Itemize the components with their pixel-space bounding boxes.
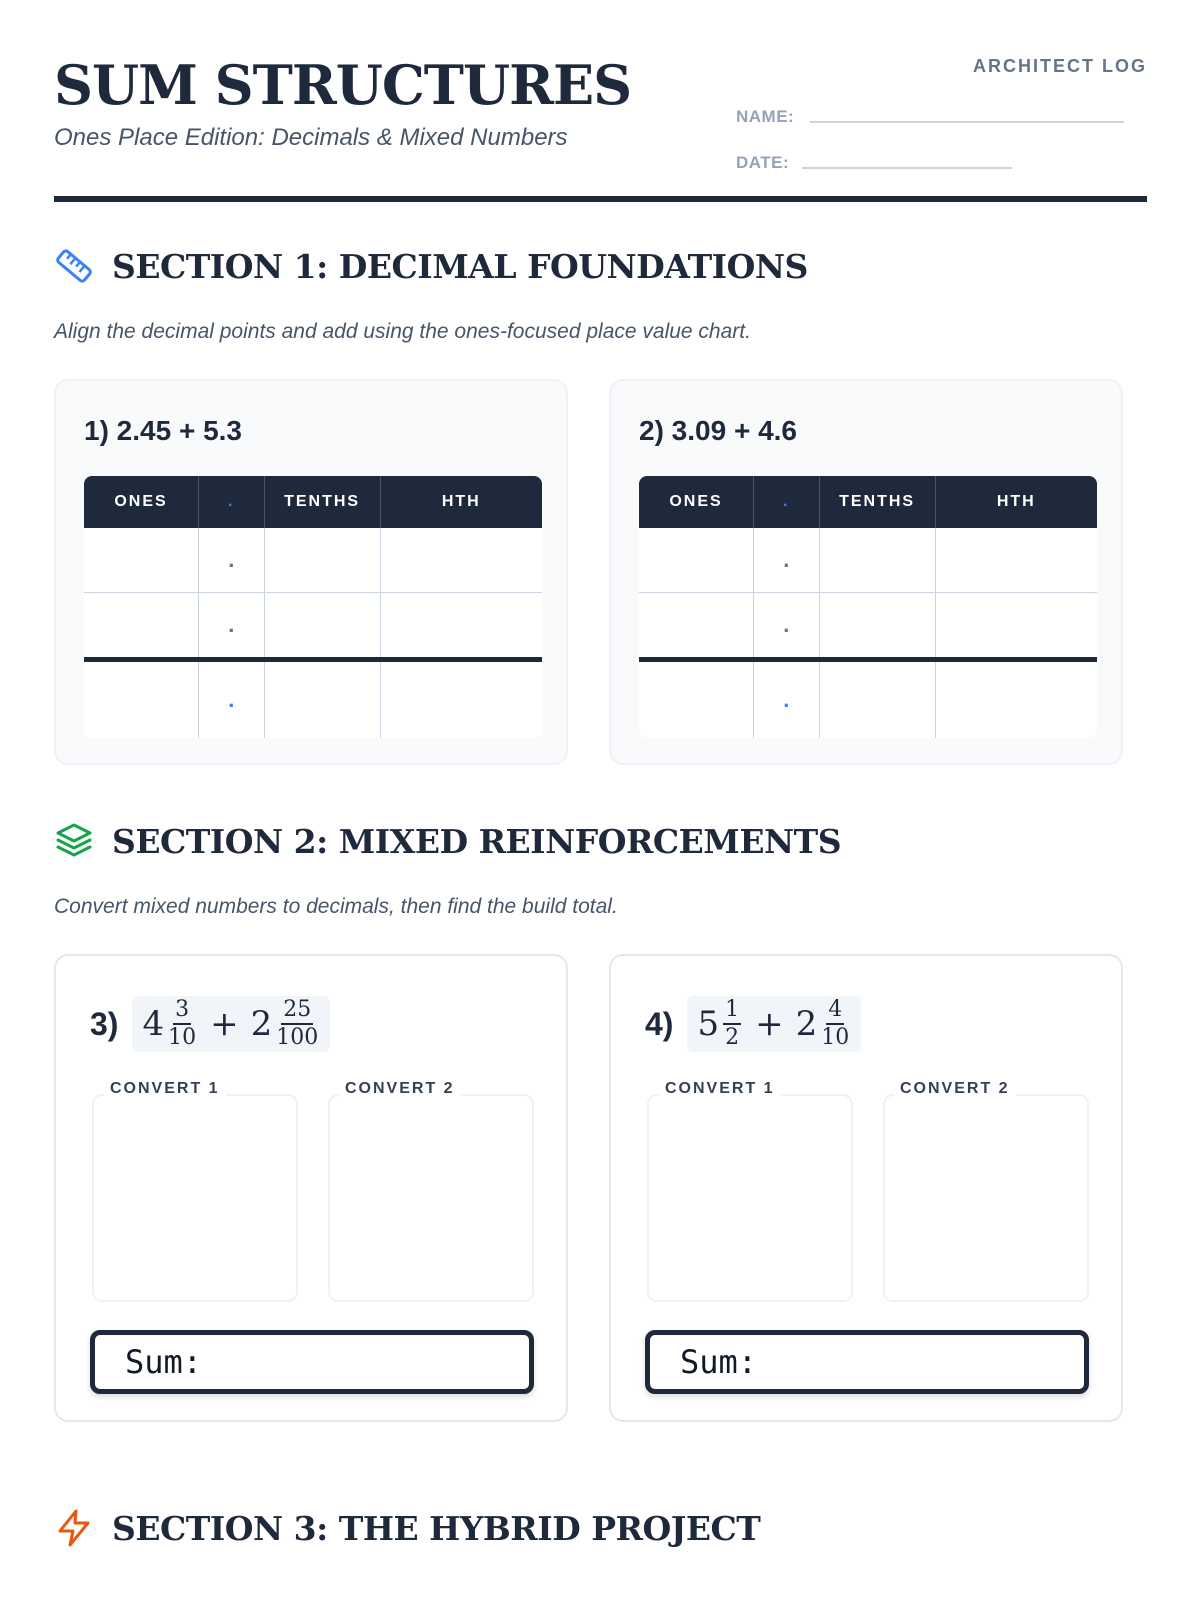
section2-description: Convert mixed numbers to decimals, then find the build total. bbox=[54, 895, 618, 918]
hundredths-cell[interactable] bbox=[935, 528, 1097, 593]
col-header-ones: ONES bbox=[639, 476, 754, 528]
whole-part: 5 bbox=[697, 1004, 720, 1044]
name-field[interactable] bbox=[810, 121, 1124, 123]
fraction bbox=[276, 999, 318, 1049]
hundredths-cell[interactable] bbox=[380, 660, 542, 739]
mixed-problem-card bbox=[54, 954, 568, 1422]
numerator: 25 bbox=[281, 999, 313, 1025]
problem-label: 1) 2.45 + 5.3 bbox=[84, 415, 243, 446]
table-row bbox=[639, 593, 1097, 660]
denominator: 100 bbox=[276, 1025, 319, 1050]
mixed-problem bbox=[645, 996, 861, 1052]
worksheet-subtitle: Ones Place Edition: Decimals & Mixed Numbers bbox=[54, 124, 568, 151]
convert2-box[interactable] bbox=[328, 1094, 534, 1302]
col-header-hundredths: HTH bbox=[935, 476, 1097, 528]
header-divider bbox=[54, 196, 1147, 202]
tenths-cell[interactable] bbox=[819, 660, 935, 739]
date-field[interactable] bbox=[802, 167, 1012, 169]
decimal-point-cell: . bbox=[199, 660, 265, 739]
section2-heading bbox=[54, 819, 841, 863]
convert2-box[interactable] bbox=[883, 1094, 1089, 1302]
architect-log-label: ARCHITECT LOG bbox=[973, 56, 1147, 76]
decimal-point-cell: . bbox=[754, 528, 820, 593]
date-label: DATE: bbox=[736, 153, 790, 172]
denominator: 10 bbox=[821, 1025, 850, 1050]
problem-number: 4) bbox=[645, 1005, 674, 1042]
tenths-cell[interactable] bbox=[819, 593, 935, 660]
section3-title: SECTION 3: THE HYBRID PROJECT bbox=[112, 1508, 761, 1548]
fraction bbox=[723, 999, 741, 1049]
ones-cell[interactable] bbox=[84, 593, 199, 660]
mixed-problem-card bbox=[609, 954, 1123, 1422]
tenths-cell[interactable] bbox=[264, 593, 380, 660]
whole-part: 4 bbox=[142, 1004, 165, 1044]
col-header-hundredths: HTH bbox=[380, 476, 542, 528]
sum-row bbox=[84, 660, 542, 739]
convert2-label: CONVERT 2 bbox=[894, 1080, 1016, 1098]
ruler-icon bbox=[54, 246, 94, 286]
ones-cell[interactable] bbox=[639, 528, 754, 593]
convert1-label: CONVERT 1 bbox=[104, 1080, 226, 1098]
hundredths-cell[interactable] bbox=[935, 660, 1097, 739]
convert1-label: CONVERT 1 bbox=[659, 1080, 781, 1098]
col-header-decimal: . bbox=[754, 476, 820, 528]
worksheet-header bbox=[54, 50, 1147, 200]
section1-title: SECTION 1: DECIMAL FOUNDATIONS bbox=[112, 246, 808, 286]
name-label: NAME: bbox=[736, 107, 795, 126]
decimal-point-cell: . bbox=[754, 660, 820, 739]
convert1-box[interactable] bbox=[647, 1094, 853, 1302]
ones-cell[interactable] bbox=[639, 660, 754, 739]
hundredths-cell[interactable] bbox=[380, 593, 542, 660]
place-value-chart bbox=[84, 476, 542, 738]
sum-answer-box[interactable] bbox=[645, 1330, 1089, 1394]
fraction bbox=[821, 999, 849, 1049]
ones-cell[interactable] bbox=[84, 528, 199, 593]
tenths-cell[interactable] bbox=[819, 528, 935, 593]
col-header-decimal: . bbox=[199, 476, 265, 528]
fraction bbox=[168, 999, 196, 1049]
table-row bbox=[84, 593, 542, 660]
tenths-cell[interactable] bbox=[264, 528, 380, 593]
section2-title: SECTION 2: MIXED REINFORCEMENTS bbox=[112, 821, 842, 861]
worksheet-page bbox=[54, 0, 1147, 1600]
decimal-problem-card bbox=[54, 379, 568, 765]
decimal-point-cell: . bbox=[754, 593, 820, 660]
mixed-problem bbox=[90, 996, 330, 1052]
sum-row bbox=[639, 660, 1097, 739]
col-header-ones: ONES bbox=[84, 476, 199, 528]
operator: + bbox=[755, 1004, 784, 1044]
table-row bbox=[84, 528, 542, 593]
decimal-point-cell: . bbox=[199, 593, 265, 660]
hundredths-cell[interactable] bbox=[380, 528, 542, 593]
layers-icon bbox=[54, 821, 94, 861]
decimal-point-cell: . bbox=[199, 528, 265, 593]
denominator: 2 bbox=[725, 1025, 740, 1050]
problem-number: 3) bbox=[90, 1005, 119, 1042]
col-header-tenths: TENTHS bbox=[264, 476, 380, 528]
section3-heading bbox=[54, 1506, 760, 1550]
sum-label: Sum: bbox=[680, 1343, 758, 1381]
whole-part: 2 bbox=[795, 1004, 818, 1044]
section1-heading bbox=[54, 244, 808, 288]
whole-part: 2 bbox=[250, 1004, 273, 1044]
mixed-expression bbox=[132, 996, 330, 1052]
table-row bbox=[639, 528, 1097, 593]
worksheet-title: SUM STRUCTURES bbox=[54, 53, 632, 117]
tenths-cell[interactable] bbox=[264, 660, 380, 739]
operator: + bbox=[210, 1004, 239, 1044]
numerator: 1 bbox=[723, 999, 741, 1025]
col-header-tenths: TENTHS bbox=[819, 476, 935, 528]
section1-description: Align the decimal points and add using the ones-focused place value chart. bbox=[54, 320, 751, 343]
problem-label: 2) 3.09 + 4.6 bbox=[639, 415, 798, 446]
decimal-problem-card bbox=[609, 379, 1123, 765]
place-value-chart bbox=[639, 476, 1097, 738]
convert1-box[interactable] bbox=[92, 1094, 298, 1302]
convert2-label: CONVERT 2 bbox=[339, 1080, 461, 1098]
ones-cell[interactable] bbox=[84, 660, 199, 739]
denominator: 10 bbox=[168, 1025, 197, 1050]
numerator: 3 bbox=[173, 999, 191, 1025]
mixed-expression bbox=[687, 996, 861, 1052]
ones-cell[interactable] bbox=[639, 593, 754, 660]
lightning-icon bbox=[54, 1508, 94, 1548]
sum-label: Sum: bbox=[125, 1343, 203, 1381]
hundredths-cell[interactable] bbox=[935, 593, 1097, 660]
sum-answer-box[interactable] bbox=[90, 1330, 534, 1394]
numerator: 4 bbox=[826, 999, 844, 1025]
